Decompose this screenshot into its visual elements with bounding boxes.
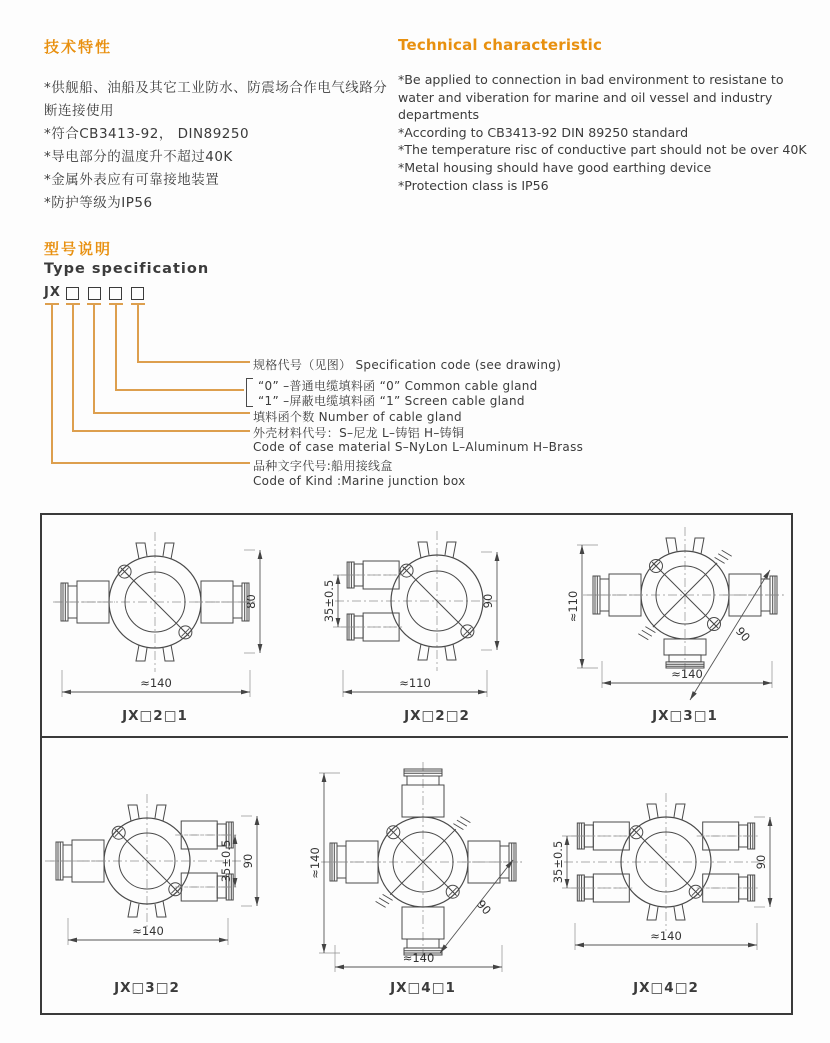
- en-bullet-2: *The temperature risc of conductive part should not be over 40K: [398, 142, 807, 158]
- svg-text:≈140: ≈140: [650, 929, 682, 943]
- cn-bullet-4: *防护等级为IP56: [44, 195, 153, 211]
- drawing-JXx3x1: [568, 518, 792, 734]
- connector-vline-1: [72, 303, 74, 432]
- legend-line-4: 外壳材料代号：S–尼龙 L–铸铝 H–铸铜: [253, 426, 465, 440]
- svg-text:≈140: ≈140: [140, 676, 172, 690]
- type-spec-heading-en: Type specification: [44, 261, 210, 277]
- legend-line-1: “0” –普通电缆填料函 “0” Common cable gland: [258, 379, 538, 393]
- connector-vline-4: [137, 303, 139, 363]
- legend-line-7: Code of Kind :Marine junction box: [253, 474, 466, 488]
- svg-text:JX□2□1: JX□2□1: [122, 708, 188, 724]
- svg-text:JX□2□2: JX□2□2: [404, 708, 470, 724]
- legend-line-0: 规格代号（见图） Specification code (see drawing): [253, 358, 562, 372]
- type-code-box-2: [88, 287, 101, 300]
- drawing-JXx3x2: [42, 742, 274, 1014]
- en-bullet-3: *Metal housing should have good earthing device: [398, 159, 712, 175]
- drawing-JXx4x2: [546, 742, 790, 1014]
- connector-vline-0: [51, 303, 53, 464]
- drawing-JXx2x1: [45, 518, 277, 734]
- tech-heading-cn: 技术特性: [44, 38, 113, 56]
- drawing-JXx2x2: [322, 518, 554, 734]
- svg-text:≈140: ≈140: [671, 667, 703, 681]
- cn-bullet-0: *供舰船、油船及其它工业防水、防震场合作电气线路分断连接使用: [44, 80, 388, 119]
- svg-text:90: 90: [241, 853, 255, 869]
- legend-line-3: 填料函个数 Number of cable gland: [253, 410, 462, 424]
- tech-bullets-cn: [44, 77, 396, 215]
- panel-divider: [41, 736, 788, 738]
- cn-bullet-1: *符合CB3413-92， DIN89250: [44, 126, 250, 142]
- svg-text:35±0.5: 35±0.5: [219, 839, 233, 883]
- en-bullet-1: *According to CB3413-92 DIN 89250 standard: [398, 124, 689, 140]
- cn-bullet-2: *导电部分的温度升不超过40K: [44, 149, 233, 165]
- en-bullet-4: *Protection class is IP56: [398, 177, 549, 193]
- svg-text:JX□4□2: JX□4□2: [633, 980, 699, 996]
- connector-hline-0: [51, 462, 250, 464]
- cn-bullet-3: *金属外表应有可靠接地装置: [44, 172, 220, 188]
- type-spec-heading-cn: 型号说明: [44, 240, 113, 258]
- svg-text:80: 80: [244, 594, 258, 609]
- en-bullet-0: *Be applied to connection in bad environment to resistane to water and viberation for marine and oil vessel and industry departments: [398, 72, 784, 123]
- tech-heading-en: Technical characteristic: [398, 36, 603, 54]
- type-code-box-4: [131, 287, 144, 300]
- type-code-box-1: [66, 287, 79, 300]
- connector-hline-3: [115, 389, 244, 391]
- connector-hline-2: [93, 412, 250, 414]
- connector-vline-3: [115, 303, 117, 391]
- connector-hline-1: [72, 430, 250, 432]
- bracket-glyph: [246, 378, 253, 407]
- connector-hline-4: [137, 361, 250, 363]
- tech-bullets-en: [398, 71, 818, 194]
- svg-text:≈140: ≈140: [402, 951, 435, 965]
- svg-text:90: 90: [481, 593, 495, 609]
- svg-text:≈110: ≈110: [566, 590, 580, 623]
- type-code-box-3: [109, 287, 122, 300]
- connector-vline-2: [93, 303, 95, 414]
- svg-text:≈110: ≈110: [399, 676, 431, 690]
- svg-text:JX□3□2: JX□3□2: [114, 980, 180, 996]
- svg-text:90: 90: [732, 624, 754, 645]
- svg-text:JX□4□1: JX□4□1: [390, 980, 456, 996]
- type-code-prefix: JX: [44, 285, 61, 300]
- drawing-JXx4x1: [306, 742, 543, 1014]
- svg-text:JX□3□1: JX□3□1: [652, 708, 718, 724]
- legend-line-2: “1” –屏蔽电缆填料函 “1” Screen cable gland: [258, 394, 525, 408]
- svg-text:≈140: ≈140: [308, 847, 322, 879]
- svg-text:90: 90: [754, 854, 768, 870]
- svg-text:35±0.5: 35±0.5: [551, 840, 565, 884]
- svg-text:90: 90: [473, 897, 495, 918]
- svg-text:35±0.5: 35±0.5: [322, 579, 336, 623]
- legend-line-6: 品种文字代号:船用接线盒: [253, 459, 393, 473]
- legend-line-5: Code of case material S–NyLon L–Aluminum H–Brass: [253, 440, 584, 454]
- svg-text:≈140: ≈140: [132, 924, 164, 938]
